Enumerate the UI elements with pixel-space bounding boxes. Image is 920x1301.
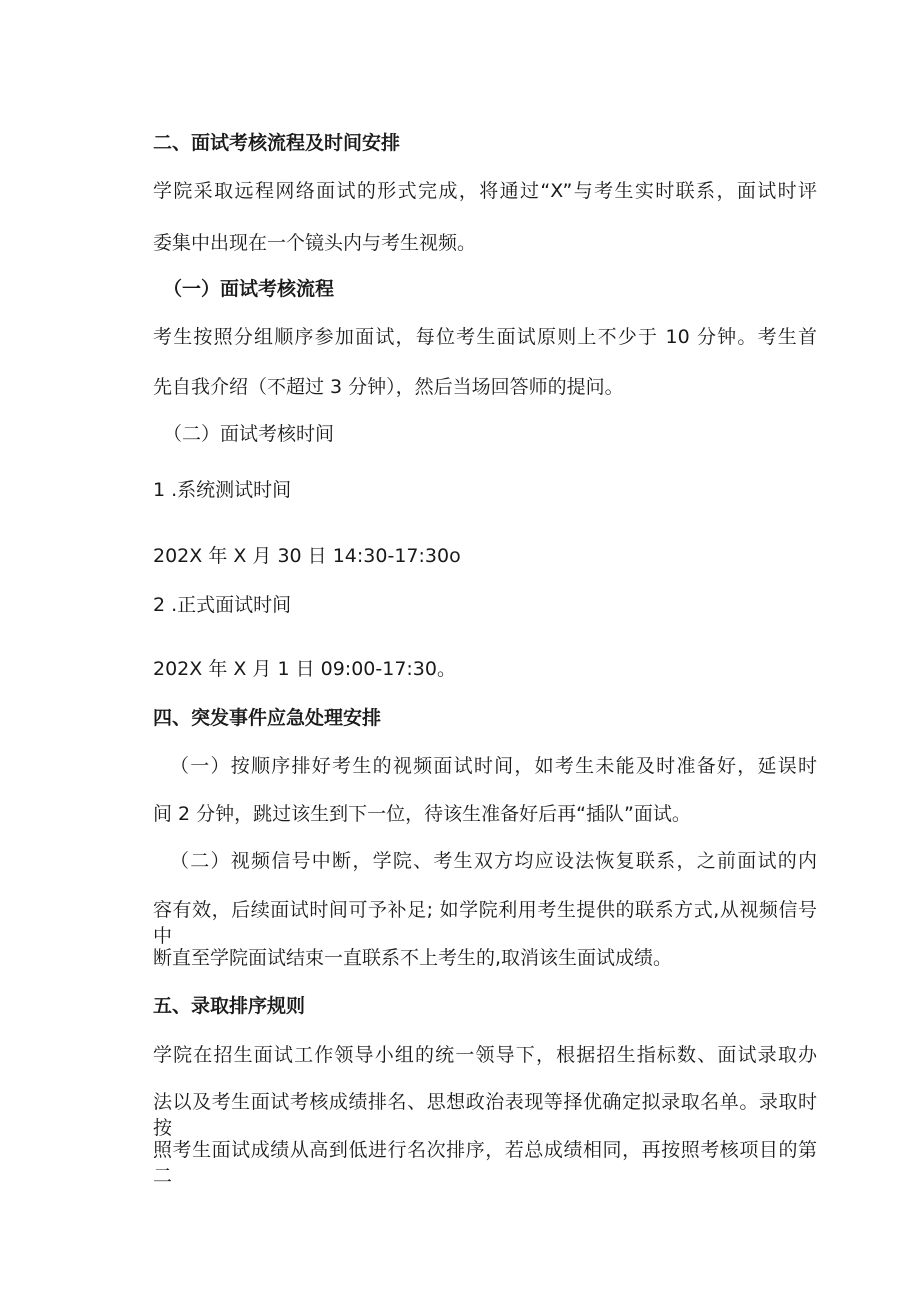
list-item-value: 202X 年 X 月 1 日 09:00-17:30。: [153, 658, 456, 680]
paragraph-line: 照考生面试成绩从高到低进行名次排序，若总成绩相同，再按照考核项目的第二: [153, 1139, 817, 1187]
paragraph-line: 法以及考生面试考核成绩排名、思想政治表现等择优确定拟录取名单。录取时按: [153, 1091, 817, 1139]
paragraph-line: （二）视频信号中断，学院、考生双方均应设法恢复联系，之前面试的内: [170, 850, 817, 872]
paragraph-line: 间 2 分钟，跳过该生到下一位，待该生准备好后再“插队”面试。: [153, 803, 691, 825]
list-item-value: 202X 年 X 月 30 日 14:30-17:30o: [153, 545, 461, 567]
list-item-label: 2 .正式面试时间: [153, 594, 292, 616]
subheading-interview-process: （一）面试考核流程: [163, 278, 335, 300]
section-heading-interview-process: 二、面试考核流程及时间安排: [153, 132, 401, 154]
paragraph-line: 断直至学院面试结束一直联系不上考生的,取消该生面试成绩。: [153, 947, 673, 969]
section-heading-admission-ranking: 五、录取排序规则: [153, 995, 306, 1017]
paragraph-line: 容有效，后续面试时间可予补足; 如学院利用考生提供的联系方式,从视频信号中: [153, 899, 817, 947]
list-item-label: 1 .系统测试时间: [153, 479, 292, 501]
paragraph-line: 先自我介绍（不超过 3 分钟），然后当场回答师的提问。: [153, 376, 624, 398]
section-heading-emergency: 四、突发事件应急处理安排: [153, 707, 382, 729]
paragraph-line: （一）按顺序排好考生的视频面试时间，如考生未能及时准备好，延误时: [170, 755, 817, 777]
paragraph-line: 学院在招生面试工作领导小组的统一领导下，根据招生指标数、面试录取办: [153, 1044, 817, 1066]
paragraph-line: 委集中出现在一个镜头内与考生视频。: [153, 232, 477, 254]
subheading-interview-time: （二）面试考核时间: [163, 423, 335, 445]
paragraph-line: 学院采取远程网络面试的形式完成，将通过“X”与考生实时联系，面试时评: [153, 180, 817, 202]
paragraph-line: 考生按照分组顺序参加面试，每位考生面试原则上不少于 10 分钟。考生首: [153, 326, 817, 348]
